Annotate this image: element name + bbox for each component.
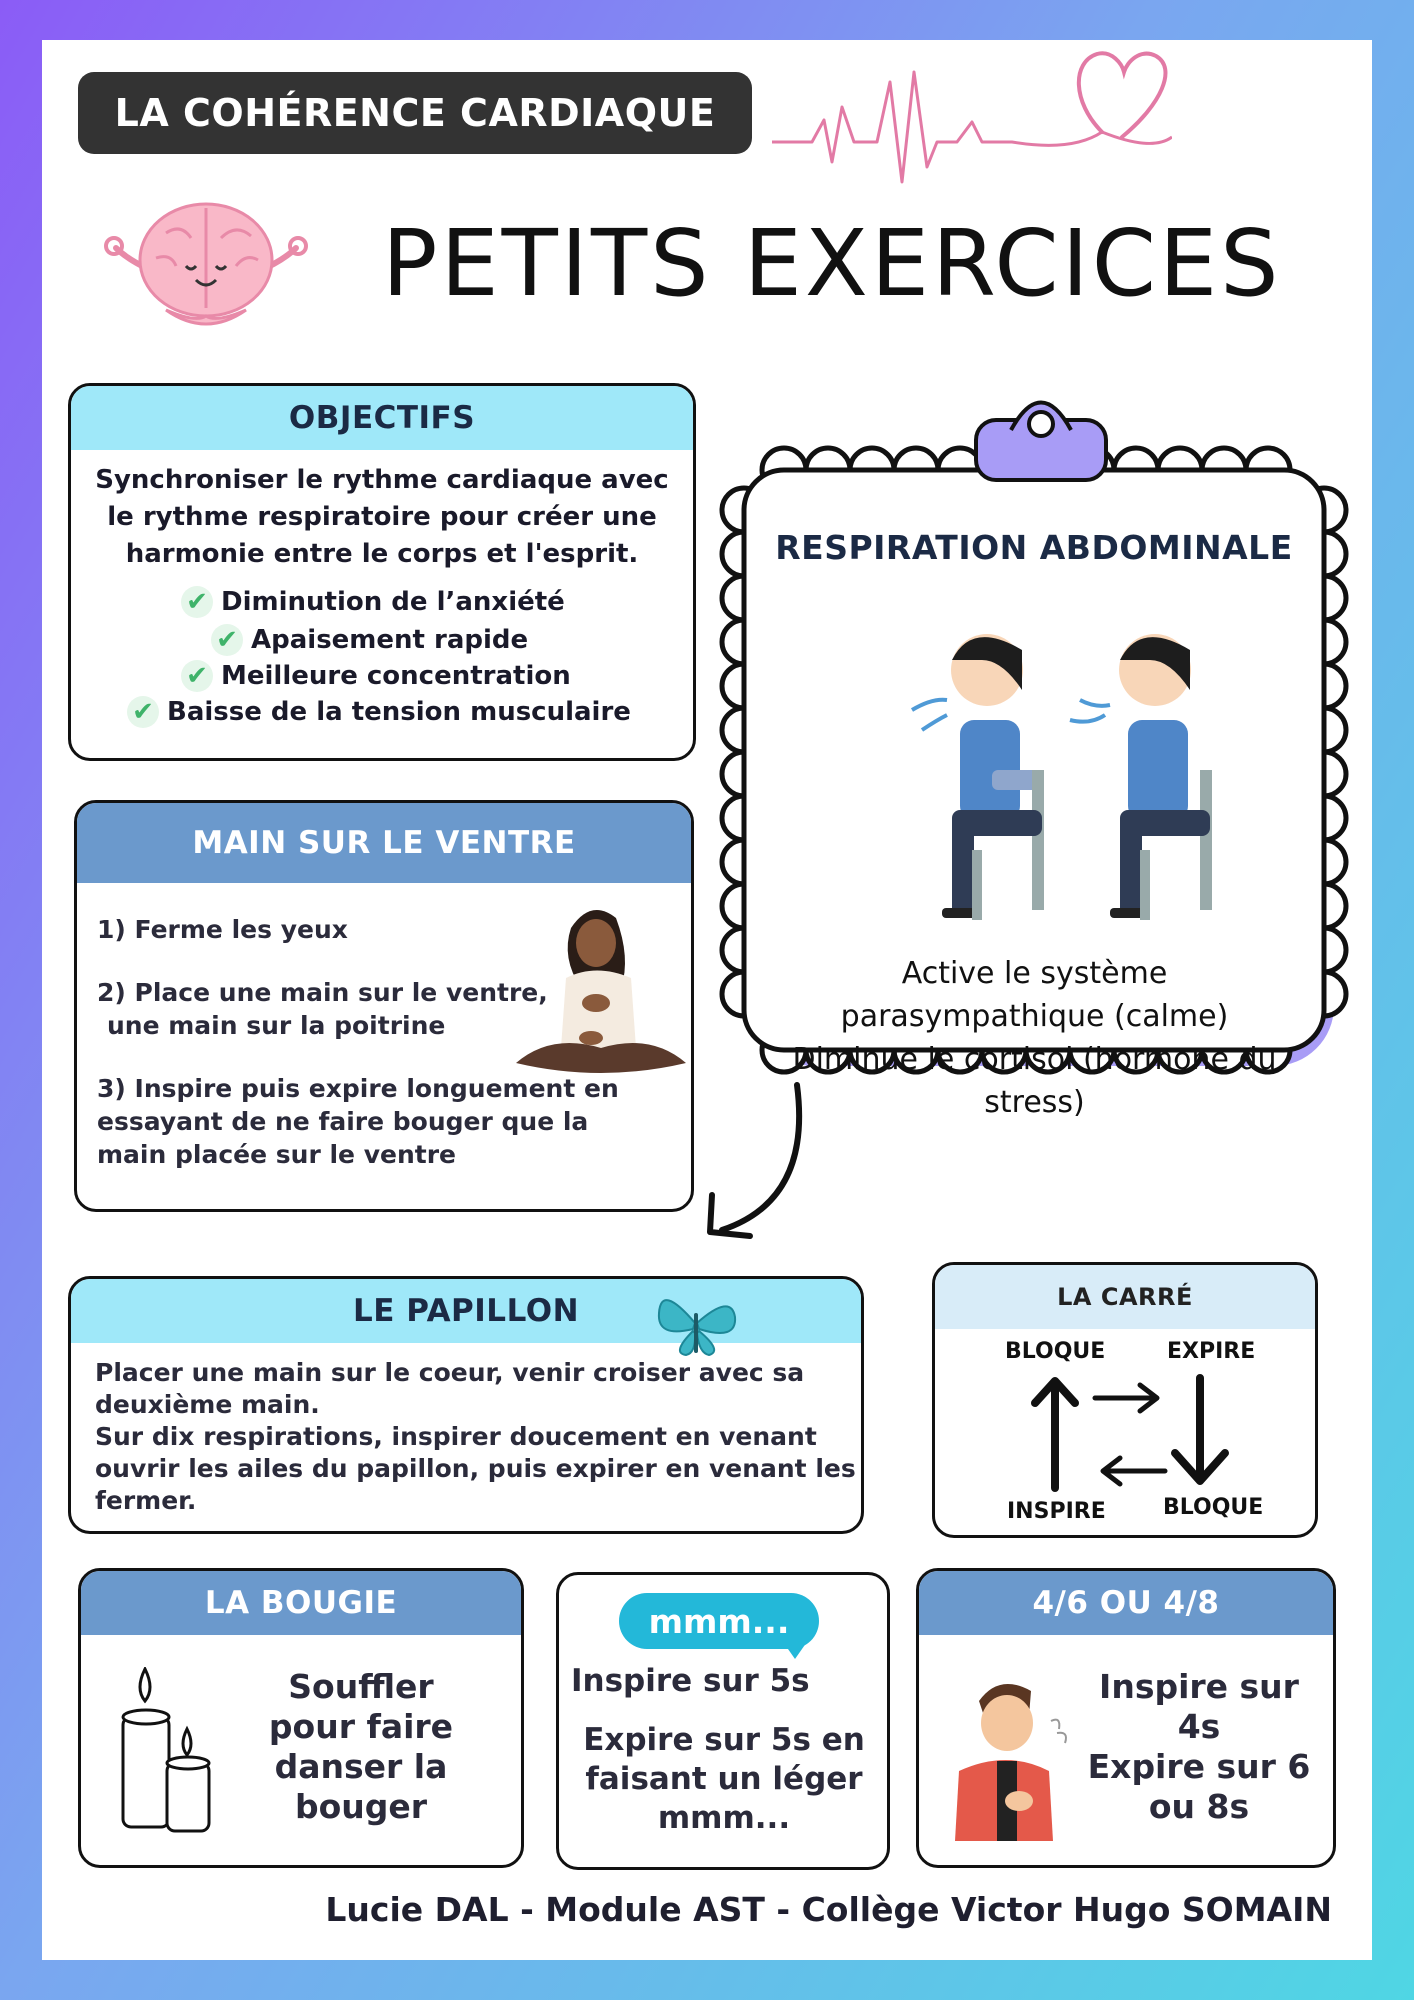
- objectif-item: Meilleure concentration: [221, 661, 571, 691]
- meditating-brain-icon: [96, 198, 316, 338]
- objectif-item: Apaisement rapide: [251, 625, 529, 655]
- objectifs-title: OBJECTIFS: [71, 386, 693, 450]
- carre-bottom-right: BLOQUE: [1163, 1495, 1264, 1520]
- butterfly-icon: [651, 1283, 741, 1361]
- meditating-woman-icon: [511, 898, 691, 1088]
- respiration-line: Diminue le cortisol (hormone du: [792, 1042, 1277, 1077]
- objectif-item: Baisse de la tension musculaire: [167, 697, 631, 727]
- heartbeat-heart-icon: [772, 42, 1172, 192]
- ratio-line: Inspire sur: [1099, 1667, 1299, 1706]
- bougie-line: danser la: [274, 1747, 448, 1786]
- respiration-line: Active le système: [901, 956, 1168, 991]
- mmm-line-1: Inspire sur 5s: [571, 1663, 810, 1699]
- mmm-line: faisant un léger: [585, 1761, 863, 1797]
- bougie-line: bouger: [294, 1787, 428, 1826]
- carre-bottom-left: INSPIRE: [1007, 1499, 1106, 1524]
- ratio-title: 4/6 OU 4/8: [919, 1571, 1333, 1635]
- step-3a: 3) Inspire puis expire longuement en: [97, 1074, 619, 1103]
- step-3c: main placée sur le ventre: [97, 1140, 456, 1169]
- papillon-line: fermer.: [95, 1486, 197, 1515]
- speech-tail-icon: [781, 1639, 809, 1659]
- papillon-line: Sur dix respirations, inspirer doucement en venant: [95, 1422, 817, 1451]
- footer-credit: Lucie DAL - Module AST - Collège Victor Hugo SOMAIN: [325, 1890, 1332, 1929]
- bougie-title: LA BOUGIE: [81, 1571, 521, 1635]
- carre-top-right: EXPIRE: [1167, 1339, 1256, 1364]
- main-ventre-title: MAIN SUR LE VENTRE: [77, 803, 691, 883]
- topic-badge: [78, 72, 752, 154]
- carre-top-left: BLOQUE: [1005, 1339, 1106, 1364]
- papillon-line: Placer une main sur le coeur, venir croiser avec sa: [95, 1358, 805, 1387]
- mmm-card: [556, 1572, 890, 1870]
- step-1: 1) Ferme les yeux: [97, 915, 348, 944]
- curved-arrow-icon: [682, 1080, 862, 1250]
- objectifs-intro: Synchroniser le rythme cardiaque avec le rythme respiratoire pour créer une harmonie entre le corps et l'esprit.: [95, 465, 669, 569]
- list-item: [181, 586, 565, 618]
- step-3b: essayant de ne faire bouger que la: [97, 1107, 589, 1136]
- respiration-line: parasympathique (calme): [840, 999, 1229, 1034]
- mmm-line: mmm...: [657, 1800, 791, 1836]
- ratio-line: Expire sur 6: [1087, 1747, 1311, 1786]
- poster: [42, 40, 1372, 1960]
- list-item: [211, 624, 528, 656]
- bougie-line: pour faire: [268, 1707, 454, 1746]
- candles-icon: [117, 1667, 217, 1837]
- square-breathing-arrows-icon: [1015, 1373, 1245, 1493]
- carre-title: LA CARRÉ: [935, 1265, 1315, 1329]
- main-ventre-card: [74, 800, 694, 1212]
- ratio-card: [916, 1568, 1336, 1868]
- papillon-title: LE PAPILLON: [71, 1279, 861, 1343]
- breathing-illustration: [892, 620, 1232, 940]
- carre-card: [932, 1262, 1318, 1538]
- bougie-card: [78, 1568, 524, 1868]
- check-icon: ✔: [127, 696, 159, 728]
- check-icon: ✔: [211, 624, 243, 656]
- ratio-line: 4s: [1177, 1707, 1221, 1746]
- bougie-line: Souffler: [288, 1667, 434, 1706]
- person-exhale-icon: [1070, 634, 1212, 920]
- main-title: PETITS EXERCICES: [382, 210, 1282, 317]
- person-inhale-icon: [912, 634, 1044, 920]
- respiration-title: RESPIRATION ABDOMINALE: [775, 528, 1293, 567]
- check-icon: ✔: [181, 586, 213, 618]
- papillon-line: ouvrir les ailes du papillon, puis expirer en venant les: [95, 1454, 856, 1483]
- papillon-card: [68, 1276, 864, 1534]
- step-2a: 2) Place une main sur le ventre,: [97, 978, 548, 1007]
- step-2b: une main sur la poitrine: [107, 1011, 446, 1040]
- mmm-line: Expire sur 5s en: [583, 1722, 865, 1758]
- objectif-item: Diminution de l’anxiété: [221, 587, 565, 617]
- mmm-bubble-label: mmm...: [648, 1601, 790, 1641]
- papillon-line: deuxième main.: [95, 1390, 320, 1419]
- ratio-line: ou 8s: [1148, 1787, 1250, 1826]
- objectifs-card: [68, 383, 696, 761]
- topic-badge-label: LA COHÉRENCE CARDIAQUE: [114, 91, 716, 135]
- respiration-line: stress): [984, 1085, 1085, 1120]
- exhaling-man-icon: [939, 1661, 1079, 1841]
- check-icon: ✔: [181, 660, 213, 692]
- list-item: [181, 660, 571, 692]
- list-item: [127, 696, 631, 728]
